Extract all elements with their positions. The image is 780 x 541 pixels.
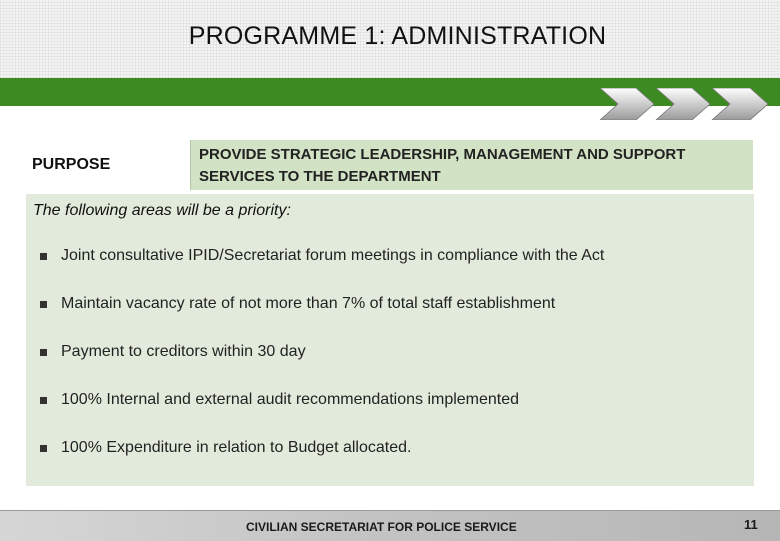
square-bullet-icon bbox=[40, 253, 47, 260]
square-bullet-icon bbox=[40, 397, 47, 404]
list-item bbox=[40, 292, 604, 316]
list-item-text: 100% Expenditure in relation to Budget allocated. bbox=[61, 439, 412, 456]
purpose-text: PROVIDE STRATEGIC LEADERSHIP, MANAGEMENT AND SUPPORT SERVICES TO THE DEPARTMENT bbox=[199, 146, 686, 185]
purpose-label: PURPOSE bbox=[32, 156, 111, 173]
list-item bbox=[40, 388, 604, 412]
priorities-box bbox=[26, 194, 754, 486]
list-item bbox=[40, 340, 604, 364]
list-item-text: Joint consultative IPID/Secretariat forum meetings in compliance with the Act bbox=[61, 247, 605, 264]
slide-title: PROGRAMME 1: ADMINISTRATION bbox=[188, 22, 607, 50]
list-item bbox=[40, 436, 604, 460]
list-item-text: Maintain vacancy rate of not more than 7% of total staff establishment bbox=[61, 295, 556, 312]
square-bullet-icon bbox=[40, 349, 47, 356]
chevron-arrows-icon bbox=[600, 88, 780, 120]
header-band bbox=[0, 0, 780, 78]
square-bullet-icon bbox=[40, 445, 47, 452]
page-number: 11 bbox=[744, 517, 758, 532]
priorities-intro: The following areas will be a priority: bbox=[33, 202, 291, 219]
footer-bar bbox=[0, 510, 780, 541]
list-item-text: Payment to creditors within 30 day bbox=[61, 343, 306, 360]
list-item bbox=[40, 244, 604, 268]
purpose-cell bbox=[190, 140, 753, 190]
priority-list bbox=[40, 244, 604, 484]
footer-organization: CIVILIAN SECRETARIAT FOR POLICE SERVICE bbox=[246, 520, 517, 534]
list-item-text: 100% Internal and external audit recommendations implemented bbox=[61, 391, 520, 408]
square-bullet-icon bbox=[40, 301, 47, 308]
